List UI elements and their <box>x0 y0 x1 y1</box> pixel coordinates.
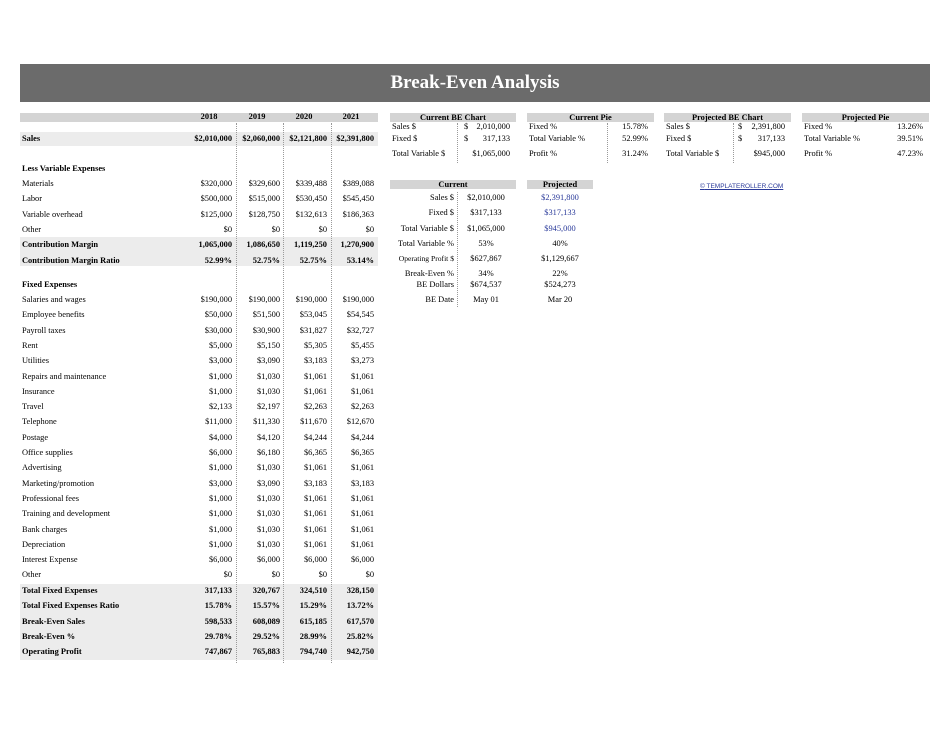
link-text: TEMPLATEROLLER.COM <box>706 183 784 190</box>
projected_be_chart-value: 2,391,800 <box>751 122 785 131</box>
compare-current-value: $627,867 <box>470 254 502 263</box>
projected_be_chart-label: Total Variable $ <box>666 149 720 158</box>
summary-row-value: 15.57% <box>252 601 280 611</box>
current_be_chart-value: 2,010,000 <box>476 122 510 131</box>
compare-projected-value: 40% <box>552 239 568 248</box>
fixed-row-value: $0 <box>365 570 374 580</box>
summary-row-value: 15.29% <box>299 601 327 611</box>
fixed-row-value: $50,000 <box>204 310 232 320</box>
current_pie-label: Profit % <box>529 149 558 158</box>
variable-row-value: $530,450 <box>295 194 327 204</box>
fixed-row-label: Office supplies <box>22 448 73 457</box>
fixed-row-value: $3,090 <box>256 356 280 366</box>
summary-row-value: 15.78% <box>204 601 232 611</box>
fixed-row-value: $6,000 <box>208 448 232 457</box>
fixed-row-value: $1,030 <box>256 386 280 396</box>
projected_pie-label: Fixed % <box>804 122 833 131</box>
projected_be_chart-value: 317,133 <box>757 134 785 143</box>
fixed-row-value: $190,000 <box>295 295 327 304</box>
fixed-row-value: $3,183 <box>303 478 327 488</box>
current_be_chart-currency: $ <box>464 134 469 143</box>
variable-row-value: 52.75% <box>252 255 280 265</box>
compare-current-value: May 01 <box>473 295 499 304</box>
current_be_chart-value: $1,065,000 <box>472 149 510 158</box>
variable-row-value: $128,750 <box>248 209 280 219</box>
fixed-row-value: $1,061 <box>350 509 374 519</box>
variable-row-label: Materials <box>22 179 54 188</box>
fixed-row-value: $1,061 <box>350 524 374 534</box>
fixed-row-label: Training and development <box>22 509 111 519</box>
fixed-row-value: $1,030 <box>256 539 280 549</box>
fixed-row-value: $53,045 <box>299 310 327 320</box>
fixed-row-label: Rent <box>22 340 38 350</box>
compare-projected-value: $945,000 <box>544 224 576 233</box>
fixed-row-value: $12,670 <box>346 417 374 427</box>
summary-row-label: Total Fixed Expenses <box>22 586 98 595</box>
year-header: 2018 <box>200 112 218 121</box>
projected_be_chart-label: Fixed $ <box>666 134 692 143</box>
fixed-row-value: $5,000 <box>208 340 232 350</box>
summary-row-value: 29.78% <box>204 631 232 641</box>
fixed-row-label: Utilities <box>22 356 49 366</box>
summary-row-label: Break-Even Sales <box>22 616 85 626</box>
fixed-row-value: $6,000 <box>256 555 280 565</box>
sales-value: $2,010,000 <box>194 134 232 143</box>
summary-row-value: 28.99% <box>299 631 327 641</box>
compare-label: BE Date <box>425 295 454 304</box>
current_pie-value: 31.24% <box>622 149 648 158</box>
compare-projected-value: $2,391,800 <box>541 193 579 202</box>
fixed-row-value: $3,273 <box>350 356 374 366</box>
year-header: 2020 <box>295 112 313 121</box>
fixed-row-value: $4,120 <box>256 432 280 442</box>
fixed-row-value: $5,150 <box>256 340 280 350</box>
current_pie-label: Total Variable % <box>529 134 586 143</box>
compare-label: Total Variable $ <box>400 224 454 233</box>
fixed-row-value: $11,000 <box>205 417 232 427</box>
fixed-row-value: $1,061 <box>303 493 327 503</box>
compare-current-value: 53% <box>478 239 494 248</box>
fixed-row-value: $1,030 <box>256 463 280 473</box>
compare-projected-value: $1,129,667 <box>541 254 579 263</box>
projected_pie-value: 47.23% <box>897 149 923 158</box>
fixed-row-label: Telephone <box>22 417 57 427</box>
fixed-row-value: $1,061 <box>303 524 327 534</box>
summary-row-value: 324,510 <box>299 586 327 595</box>
fixed-row-value: $51,500 <box>252 310 280 320</box>
fixed-row-label: Advertising <box>22 463 62 473</box>
summary-row-value: 765,883 <box>252 647 280 657</box>
current_be_chart-label: Total Variable $ <box>392 149 446 158</box>
fixed-row-value: $1,030 <box>256 493 280 503</box>
fixed-row-value: $1,000 <box>208 493 232 503</box>
variable-row-value: 1,065,000 <box>198 240 232 250</box>
variable-row-value: $339,488 <box>295 179 327 188</box>
fixed-row-value: $54,545 <box>346 310 374 320</box>
fixed-row-value: $1,000 <box>208 539 232 549</box>
compare-projected-value: $317,133 <box>544 208 576 217</box>
templateroller-link[interactable] <box>700 182 783 191</box>
fixed-row-value: $1,061 <box>303 509 327 519</box>
variable-row-value: $0 <box>271 224 280 234</box>
fixed-row-value: $3,183 <box>303 356 327 366</box>
variable-row-value: 52.99% <box>204 255 232 265</box>
current_be_chart-label: Fixed $ <box>392 134 418 143</box>
fixed-row-label: Insurance <box>22 386 55 396</box>
compare-label: Sales $ <box>430 193 454 202</box>
compare-label: Fixed $ <box>428 208 454 217</box>
variable-row-label: Variable overhead <box>22 209 83 219</box>
fixed-row-value: $3,090 <box>256 478 280 488</box>
current-header: Current <box>390 180 516 189</box>
summary-row-value: 317,133 <box>204 586 232 595</box>
variable-row-value: 52.75% <box>299 255 327 265</box>
compare-label: Total Variable % <box>397 239 454 248</box>
summary-row-value: 29.52% <box>252 631 280 641</box>
fixed-row-value: $1,061 <box>350 539 374 549</box>
current_pie-label: Fixed % <box>529 122 558 131</box>
projected_pie-label: Profit % <box>804 149 833 158</box>
variable-row-value: $389,088 <box>342 179 374 188</box>
current_pie-header: Current Pie <box>527 113 654 122</box>
compare-label: Operating Profit $ <box>398 254 454 263</box>
fixed-row-value: $1,000 <box>208 509 232 519</box>
variable-row-value: 1,086,650 <box>246 240 280 250</box>
variable-row-value: $500,000 <box>200 194 232 204</box>
fixed-row-value: $4,244 <box>303 432 327 442</box>
summary-row-value: 328,150 <box>346 586 374 595</box>
summary-row-value: 794,740 <box>299 647 327 657</box>
fixed-row-value: $11,330 <box>253 417 280 427</box>
fixed-row-value: $1,061 <box>303 539 327 549</box>
variable-row-value: 1,270,900 <box>340 240 374 250</box>
fixed-row-value: $30,000 <box>204 325 232 335</box>
projected_be_chart-value: $945,000 <box>753 149 785 158</box>
fixed-row-value: $190,000 <box>248 295 280 304</box>
fixed-row-value: $1,030 <box>256 524 280 534</box>
variable-row-label: Contribution Margin Ratio <box>22 255 120 265</box>
fixed-row-value: $0 <box>271 570 280 580</box>
section-title: Less Variable Expenses <box>22 164 106 173</box>
fixed-row-value: $3,183 <box>350 478 374 488</box>
sales-value: $2,121,800 <box>289 134 327 143</box>
sales-value: $2,391,800 <box>336 134 374 143</box>
fixed-row-label: Salaries and wages <box>22 295 86 304</box>
fixed-row-value: $1,061 <box>350 371 374 381</box>
fixed-row-value: $6,180 <box>256 448 280 457</box>
fixed-row-value: $1,000 <box>208 463 232 473</box>
fixed-row-value: $1,030 <box>256 509 280 519</box>
current_be_chart-header: Current BE Chart <box>390 113 516 122</box>
fixed-row-value: $190,000 <box>342 295 374 304</box>
variable-row-value: $515,000 <box>248 194 280 204</box>
summary-row-label: Operating Profit <box>22 647 82 657</box>
divider <box>457 123 458 163</box>
fixed-row-value: $6,365 <box>350 448 374 457</box>
fixed-row-label: Depreciation <box>22 539 66 549</box>
compare-current-value: $317,133 <box>470 208 502 217</box>
page-title: Break-Even Analysis <box>20 64 930 102</box>
variable-row-value: $125,000 <box>200 209 232 219</box>
fixed-row-value: $5,305 <box>303 340 327 350</box>
summary-row-value: 13.72% <box>346 601 374 611</box>
sales-value: $2,060,000 <box>242 134 280 143</box>
projected_pie-value: 39.51% <box>897 134 923 143</box>
compare-projected-value: 22% <box>552 269 568 278</box>
year-header: 2021 <box>342 112 360 121</box>
variable-row-value: $545,450 <box>342 194 374 204</box>
projected_pie-value: 13.26% <box>897 122 923 131</box>
summary-row-value: 615,185 <box>299 616 327 626</box>
variable-row-label: Other <box>22 224 42 234</box>
projected_be_chart-currency: $ <box>738 134 743 143</box>
fixed-row-label: Payroll taxes <box>22 325 66 335</box>
current_be_chart-label: Sales $ <box>392 122 416 131</box>
fixed-row-value: $0 <box>223 570 232 580</box>
fixed-row-label: Professional fees <box>22 493 79 503</box>
copyright-icon: © <box>700 183 705 190</box>
fixed-row-label: Bank charges <box>22 524 68 534</box>
current_pie-value: 15.78% <box>622 122 648 131</box>
current_pie-value: 52.99% <box>622 134 648 143</box>
compare-projected-value: $524,273 <box>544 280 576 289</box>
variable-row-value: $0 <box>365 224 374 234</box>
projected_pie-header: Projected Pie <box>802 113 929 122</box>
fixed-row-value: $190,000 <box>200 295 232 304</box>
summary-row-value: 942,750 <box>346 647 374 657</box>
fixed-row-value: $1,000 <box>208 371 232 381</box>
current_be_chart-currency: $ <box>464 122 469 131</box>
summary-row-label: Total Fixed Expenses Ratio <box>22 601 120 611</box>
fixed-row-value: $1,061 <box>303 463 327 473</box>
fixed-row-value: $5,455 <box>350 340 374 350</box>
fixed-row-value: $1,000 <box>208 386 232 396</box>
fixed-row-value: $1,061 <box>350 463 374 473</box>
fixed-row-value: $3,000 <box>208 356 232 366</box>
fixed-row-label: Other <box>22 570 42 580</box>
variable-row-label: Contribution Margin <box>22 240 99 250</box>
current_be_chart-value: 317,133 <box>482 134 510 143</box>
summary-row-value: 598,533 <box>204 616 232 626</box>
fixed-row-value: $6,000 <box>303 555 327 565</box>
fixed-row-label: Marketing/promotion <box>22 478 95 488</box>
projected-header: Projected <box>527 180 593 189</box>
compare-current-value: $674,537 <box>470 280 502 289</box>
projected_be_chart-label: Sales $ <box>666 122 690 131</box>
fixed-row-label: Travel <box>22 402 44 412</box>
compare-label: BE Dollars <box>416 280 454 289</box>
year-header: 2019 <box>248 112 266 121</box>
compare-label: Break-Even % <box>404 269 454 278</box>
fixed-row-label: Employee benefits <box>22 310 85 320</box>
fixed-row-label: Postage <box>22 432 49 442</box>
fixed-row-value: $1,061 <box>303 371 327 381</box>
fixed-row-value: $2,133 <box>208 402 232 412</box>
summary-row-label: Break-Even % <box>22 631 76 641</box>
section-title: Fixed Expenses <box>22 280 78 289</box>
fixed-row-value: $6,365 <box>303 448 327 457</box>
fixed-row-value: $4,000 <box>208 432 232 442</box>
compare-projected-value: Mar 20 <box>547 295 573 304</box>
projected_pie-label: Total Variable % <box>804 134 861 143</box>
fixed-row-value: $4,244 <box>350 432 374 442</box>
fixed-row-value: $0 <box>318 570 327 580</box>
projected_be_chart-currency: $ <box>738 122 743 131</box>
summary-row-value: 608,089 <box>252 616 280 626</box>
fixed-row-value: $2,197 <box>256 402 280 412</box>
variable-row-value: $186,363 <box>342 209 374 219</box>
variable-row-value: 1,119,250 <box>293 240 327 250</box>
fixed-row-label: Interest Expense <box>22 555 78 565</box>
variable-row-value: $329,600 <box>248 179 280 188</box>
variable-row-value: $0 <box>223 224 232 234</box>
fixed-row-value: $1,030 <box>256 371 280 381</box>
variable-row-value: $320,000 <box>200 179 232 188</box>
variable-row-label: Labor <box>22 194 42 204</box>
summary-row-value: 320,767 <box>252 586 280 595</box>
fixed-row-label: Repairs and maintenance <box>22 371 107 381</box>
fixed-row-value: $31,827 <box>299 325 327 335</box>
summary-row-value: 747,867 <box>204 647 232 657</box>
fixed-row-value: $1,000 <box>208 524 232 534</box>
compare-current-value: $1,065,000 <box>467 224 505 233</box>
compare-current-value: $2,010,000 <box>467 193 505 202</box>
fixed-row-value: $1,061 <box>350 386 374 396</box>
fixed-row-value: $6,000 <box>208 555 232 565</box>
fixed-row-value: $6,000 <box>350 555 374 565</box>
compare-current-value: 34% <box>478 269 494 278</box>
summary-row-value: 25.82% <box>346 631 374 641</box>
fixed-row-value: $11,670 <box>300 417 327 427</box>
projected_be_chart-header: Projected BE Chart <box>664 113 791 122</box>
fixed-row-value: $2,263 <box>303 402 327 412</box>
sales-label: Sales <box>22 134 41 143</box>
variable-row-value: $0 <box>318 224 327 234</box>
variable-row-value: $132,613 <box>295 209 327 219</box>
fixed-row-value: $1,061 <box>350 493 374 503</box>
fixed-row-value: $2,263 <box>350 402 374 412</box>
fixed-row-value: $30,900 <box>252 325 280 335</box>
fixed-row-value: $1,061 <box>303 386 327 396</box>
fixed-row-value: $32,727 <box>346 325 374 335</box>
variable-row-value: 53.14% <box>346 255 374 265</box>
summary-row-value: 617,570 <box>346 616 374 626</box>
fixed-row-value: $3,000 <box>208 478 232 488</box>
